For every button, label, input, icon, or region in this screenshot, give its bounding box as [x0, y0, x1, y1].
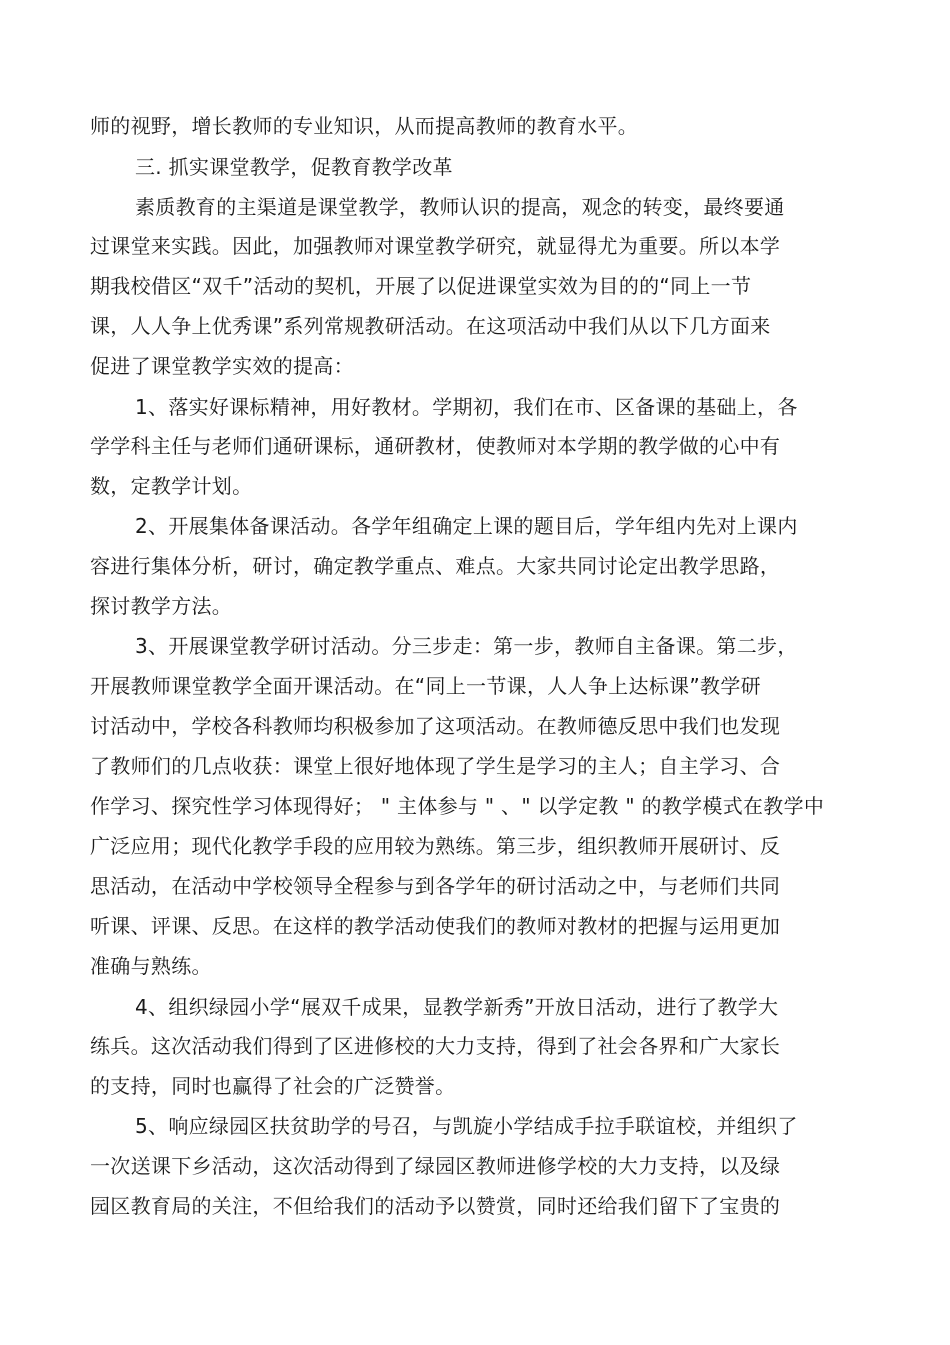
section-heading: 三. 抓实课堂教学，促教育教学改革: [135, 155, 453, 179]
text-line: 过课堂来实践。因此，加强教师对课堂教学研究，就显得尤为重要。所以本学: [90, 234, 781, 258]
text-line: 促进了课堂教学实效的提高：: [90, 354, 354, 378]
text-line: 学学科主任与老师们通研课标，通研教材，使教师对本学期的教学做的心中有: [90, 434, 781, 458]
text-line: 数，定教学计划。: [90, 474, 253, 498]
text-line: 2、开展集体备课活动。各学年组确定上课的题目后，学年组内先对上课内: [135, 514, 798, 538]
text-line: 准确与熟练。: [90, 954, 212, 978]
text-line: 期我校借区“双千”活动的契机，开展了以促进课堂实效为目的的“同上一节: [90, 274, 752, 298]
text-line: 一次送课下乡活动，这次活动得到了绿园区教师进修学校的大力支持，以及绿: [90, 1154, 781, 1178]
text-line: 开展教师课堂教学全面开课活动。在“同上一节课，人人争上达标课”教学研: [90, 674, 761, 698]
text-line: 4、组织绿园小学“展双千成果，显教学新秀”开放日活动，进行了教学大: [135, 995, 779, 1019]
text-line: 的支持，同时也赢得了社会的广泛赞誉。: [90, 1074, 456, 1098]
text-line: 思活动，在活动中学校领导全程参与到各学年的研讨活动之中，与老师们共同: [90, 874, 781, 898]
text-line: 练兵。这次活动我们得到了区进修校的大力支持，得到了社会各界和广大家长: [90, 1034, 781, 1058]
text-line: 5、响应绿园区扶贫助学的号召，与凯旋小学结成手拉手联谊校，并组织了: [135, 1114, 798, 1138]
text-line: 探讨教学方法。: [90, 594, 233, 618]
text-line: 课，人人争上优秀课”系列常规教研活动。在这项活动中我们从以下几方面来: [90, 314, 771, 338]
text-line: 师的视野，增长教师的专业知识，从而提高教师的教育水平。: [90, 114, 639, 138]
text-line: 听课、评课、反思。在这样的教学活动使我们的教师对教材的把握与运用更加: [90, 914, 781, 938]
text-line: 园区教育局的关注，不但给我们的活动予以赞赏，同时还给我们留下了宝贵的: [90, 1194, 781, 1218]
text-line: 素质教育的主渠道是课堂教学，教师认识的提高，观念的转变，最终要通: [135, 195, 785, 219]
text-line: 了教师们的几点收获：课堂上很好地体现了学生是学习的主人；自主学习、合: [90, 754, 781, 778]
text-line: 广泛应用；现代化教学手段的应用较为熟练。第三步，组织教师开展研讨、反: [90, 834, 781, 858]
text-line: 3、开展课堂教学研讨活动。分三步走：第一步，教师自主备课。第二步，: [135, 634, 798, 658]
text-line: 作学习、探究性学习体现得好； " 主体参与 " 、" 以学定教 " 的教学模式在教学中: [90, 794, 825, 818]
text-line: 讨活动中，学校各科教师均积极参加了这项活动。在教师德反思中我们也发现: [90, 714, 781, 738]
text-line: 1、落实好课标精神，用好教材。学期初，我们在市、区备课的基础上，各: [135, 395, 798, 419]
text-line: 容进行集体分析，研讨，确定教学重点、难点。大家共同讨论定出教学思路，: [90, 554, 781, 578]
